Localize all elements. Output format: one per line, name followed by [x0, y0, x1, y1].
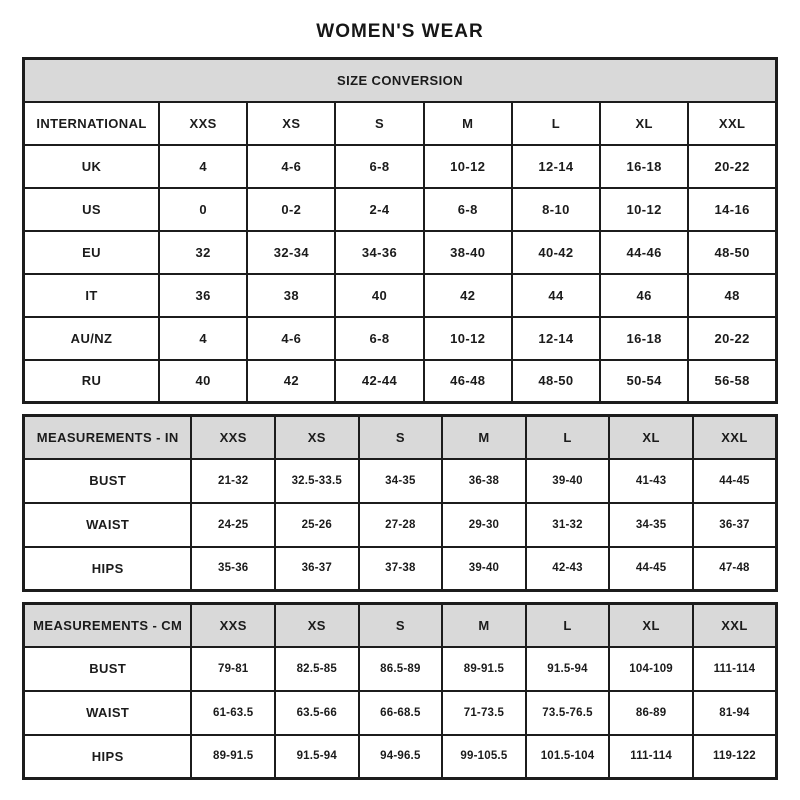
value-cell: 46	[600, 274, 688, 317]
size-conversion-banner-row	[24, 59, 777, 102]
value-cell: 40	[159, 360, 247, 403]
size-conversion-title: SIZE CONVERSION	[24, 59, 777, 102]
size-column-header: XL	[609, 604, 693, 647]
value-cell: 36	[159, 274, 247, 317]
size-column-header: XS	[275, 604, 359, 647]
size-column-header: XL	[600, 102, 688, 145]
value-cell: 25-26	[275, 503, 359, 547]
value-cell: 44-45	[609, 547, 693, 591]
size_conversion-row-ru	[24, 360, 777, 403]
value-cell: 86.5-89	[359, 647, 443, 691]
measurements_cm-row-hips	[24, 735, 777, 779]
value-cell: 44-45	[693, 459, 777, 503]
measurements_cm-row-waist	[24, 691, 777, 735]
page-title: WOMEN'S WEAR	[316, 21, 484, 42]
value-cell: 86-89	[609, 691, 693, 735]
size-column-header: L	[526, 416, 610, 459]
value-cell: 6-8	[335, 317, 423, 360]
value-cell: 32-34	[247, 231, 335, 274]
value-cell: 4-6	[247, 145, 335, 188]
value-cell: 16-18	[600, 145, 688, 188]
measurements_cm-title-cell: MEASUREMENTS - CM	[24, 604, 192, 647]
value-cell: 27-28	[359, 503, 443, 547]
size_conversion-row-uk	[24, 145, 777, 188]
value-cell: 39-40	[442, 547, 526, 591]
size-column-header: L	[512, 102, 600, 145]
row-label: EU	[24, 231, 160, 274]
value-cell: 21-32	[191, 459, 275, 503]
value-cell: 39-40	[526, 459, 610, 503]
value-cell: 61-63.5	[191, 691, 275, 735]
value-cell: 82.5-85	[275, 647, 359, 691]
value-cell: 101.5-104	[526, 735, 610, 779]
value-cell: 40	[335, 274, 423, 317]
value-cell: 91.5-94	[275, 735, 359, 779]
value-cell: 6-8	[335, 145, 423, 188]
value-cell: 41-43	[609, 459, 693, 503]
size-column-header: XXS	[191, 604, 275, 647]
size-conversion-table	[22, 57, 778, 404]
value-cell: 31-32	[526, 503, 610, 547]
value-cell: 99-105.5	[442, 735, 526, 779]
size_conversion-column-header-row	[24, 102, 777, 145]
size-column-header: L	[526, 604, 610, 647]
value-cell: 38	[247, 274, 335, 317]
measurements_in-row-waist	[24, 503, 777, 547]
value-cell: 73.5-76.5	[526, 691, 610, 735]
value-cell: 20-22	[688, 145, 776, 188]
value-cell: 10-12	[424, 145, 512, 188]
international-header-cell: INTERNATIONAL	[24, 102, 160, 145]
value-cell: 36-37	[275, 547, 359, 591]
value-cell: 46-48	[424, 360, 512, 403]
measurements_cm-row-bust	[24, 647, 777, 691]
value-cell: 20-22	[688, 317, 776, 360]
row-label: BUST	[24, 459, 192, 503]
size-column-header: S	[359, 416, 443, 459]
row-label: US	[24, 188, 160, 231]
value-cell: 40-42	[512, 231, 600, 274]
value-cell: 111-114	[693, 647, 777, 691]
value-cell: 50-54	[600, 360, 688, 403]
value-cell: 79-81	[191, 647, 275, 691]
measurements-in-table	[22, 414, 778, 592]
value-cell: 89-91.5	[442, 647, 526, 691]
value-cell: 4-6	[247, 317, 335, 360]
measurements_in-column-header-row	[24, 416, 777, 459]
size-column-header: M	[442, 604, 526, 647]
size_conversion-row-it	[24, 274, 777, 317]
row-label: IT	[24, 274, 160, 317]
measurements_in-title-cell: MEASUREMENTS - IN	[24, 416, 192, 459]
value-cell: 24-25	[191, 503, 275, 547]
value-cell: 42-44	[335, 360, 423, 403]
value-cell: 34-36	[335, 231, 423, 274]
value-cell: 104-109	[609, 647, 693, 691]
measurements_in-row-hips	[24, 547, 777, 591]
value-cell: 37-38	[359, 547, 443, 591]
value-cell: 34-35	[359, 459, 443, 503]
value-cell: 66-68.5	[359, 691, 443, 735]
row-label: BUST	[24, 647, 192, 691]
row-label: HIPS	[24, 735, 192, 779]
row-label: AU/NZ	[24, 317, 160, 360]
size-column-header: XXS	[191, 416, 275, 459]
value-cell: 14-16	[688, 188, 776, 231]
value-cell: 91.5-94	[526, 647, 610, 691]
value-cell: 38-40	[424, 231, 512, 274]
value-cell: 48-50	[512, 360, 600, 403]
value-cell: 42	[424, 274, 512, 317]
size-column-header: S	[359, 604, 443, 647]
value-cell: 44	[512, 274, 600, 317]
measurements_in-row-bust	[24, 459, 777, 503]
value-cell: 42	[247, 360, 335, 403]
value-cell: 36-37	[693, 503, 777, 547]
value-cell: 12-14	[512, 317, 600, 360]
value-cell: 8-10	[512, 188, 600, 231]
value-cell: 111-114	[609, 735, 693, 779]
row-label: WAIST	[24, 691, 192, 735]
row-label: RU	[24, 360, 160, 403]
row-label: UK	[24, 145, 160, 188]
size-column-header: XXL	[693, 416, 777, 459]
value-cell: 81-94	[693, 691, 777, 735]
value-cell: 56-58	[688, 360, 776, 403]
value-cell: 48	[688, 274, 776, 317]
size_conversion-row-us	[24, 188, 777, 231]
size-column-header: XS	[275, 416, 359, 459]
value-cell: 4	[159, 317, 247, 360]
value-cell: 4	[159, 145, 247, 188]
size_conversion-row-aunz	[24, 317, 777, 360]
value-cell: 2-4	[335, 188, 423, 231]
measurements_cm-column-header-row	[24, 604, 777, 647]
value-cell: 47-48	[693, 547, 777, 591]
row-label: HIPS	[24, 547, 192, 591]
value-cell: 36-38	[442, 459, 526, 503]
size-column-header: M	[424, 102, 512, 145]
size-column-header: XXL	[693, 604, 777, 647]
value-cell: 42-43	[526, 547, 610, 591]
value-cell: 71-73.5	[442, 691, 526, 735]
size_conversion-row-eu	[24, 231, 777, 274]
value-cell: 34-35	[609, 503, 693, 547]
value-cell: 48-50	[688, 231, 776, 274]
measurements-cm-table	[22, 602, 778, 780]
value-cell: 44-46	[600, 231, 688, 274]
size-column-header: M	[442, 416, 526, 459]
value-cell: 12-14	[512, 145, 600, 188]
value-cell: 10-12	[424, 317, 512, 360]
value-cell: 63.5-66	[275, 691, 359, 735]
row-label: WAIST	[24, 503, 192, 547]
size-column-header: XXL	[688, 102, 776, 145]
size-column-header: XS	[247, 102, 335, 145]
size-column-header: XXS	[159, 102, 247, 145]
value-cell: 89-91.5	[191, 735, 275, 779]
value-cell: 10-12	[600, 188, 688, 231]
value-cell: 16-18	[600, 317, 688, 360]
value-cell: 35-36	[191, 547, 275, 591]
size-column-header: S	[335, 102, 423, 145]
value-cell: 119-122	[693, 735, 777, 779]
value-cell: 6-8	[424, 188, 512, 231]
size-column-header: XL	[609, 416, 693, 459]
value-cell: 32	[159, 231, 247, 274]
value-cell: 0	[159, 188, 247, 231]
value-cell: 29-30	[442, 503, 526, 547]
value-cell: 94-96.5	[359, 735, 443, 779]
value-cell: 0-2	[247, 188, 335, 231]
value-cell: 32.5-33.5	[275, 459, 359, 503]
